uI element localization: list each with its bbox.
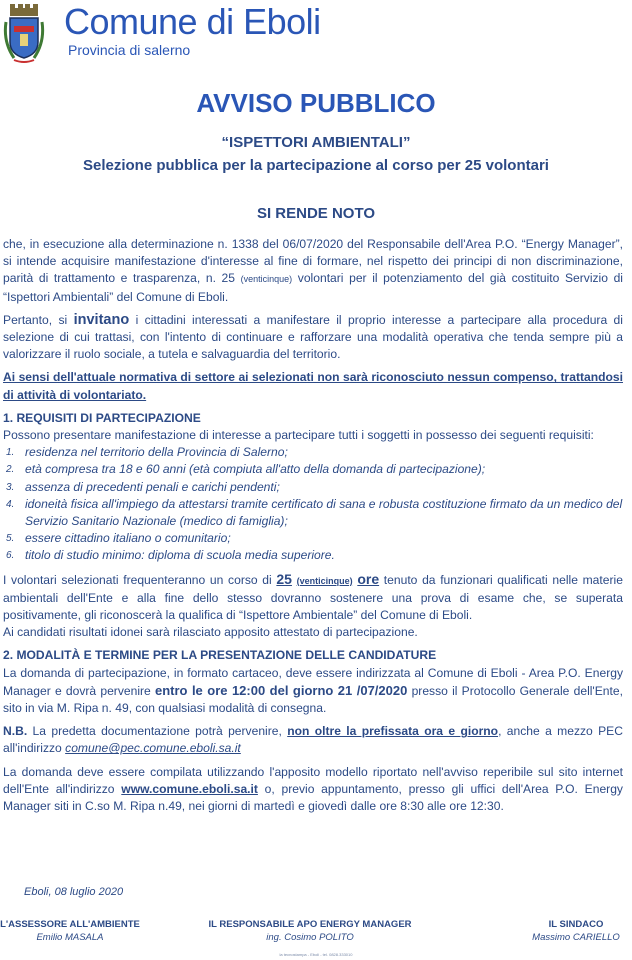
signature-role: IL SINDACO bbox=[548, 919, 604, 930]
signature-assessore bbox=[0, 918, 140, 944]
no-compensation-notice: Ai sensi dell'attuale normativa di settore ai selezionati non sarà riconosciuto nessun compenso, trattandosi di attività di volontariato. bbox=[3, 370, 623, 402]
si-rende-noto-heading: SI RENDE NOTO bbox=[256, 205, 376, 222]
item-text: residenza nel territorio della Provincia di Salerno; bbox=[25, 445, 288, 460]
section-1-intro: Possono presentare manifestazione di interesse a partecipare tutti i soggetti in possesso dei seguenti requisiti: bbox=[3, 428, 594, 443]
intro-count-words: (venticinque) bbox=[240, 274, 293, 285]
header bbox=[0, 0, 632, 72]
list-item bbox=[3, 461, 623, 478]
intro-text-end: volontari per il potenziamento del già costituito Servizio di “Ispettori Ambientali” del Comune di Eboli. bbox=[3, 271, 623, 304]
signature-role: IL RESPONSABILE APO ENERGY MANAGER bbox=[208, 919, 412, 930]
item-number: 1. bbox=[6, 447, 15, 459]
website-link[interactable]: www.comune.eboli.sa.it bbox=[121, 781, 258, 796]
item-number: 4. bbox=[6, 498, 15, 510]
coat-of-arms-icon bbox=[2, 2, 46, 66]
requirements-list bbox=[3, 444, 623, 564]
nb-deadline-note: non oltre la prefissata ora e giorno bbox=[287, 724, 499, 739]
closing-text: La domanda deve essere compilata utilizzando l'apposito modello riportato nell'avviso reperibile sul sito internet dell'Ente all'indirizzo bbox=[3, 764, 623, 796]
item-number: 3. bbox=[6, 481, 15, 493]
submission-text-end: presso il Protocollo Generale dell'Ente, sito in via M. Ripa n. 49, con qualsiasi modalità di consegna. bbox=[3, 683, 623, 716]
list-item bbox=[3, 530, 623, 547]
printer-footer: la tecnostampa - Eboli - tel. 0828.333010 bbox=[279, 952, 353, 957]
item-text: idoneità fisica all'impiego da attestarsi tramite certificato di sana e robusta costituzione firmato da un medico del Servizio Sanitario Nazionale (medico di famiglia); bbox=[25, 496, 623, 529]
subtitle-inspectors: “ISPETTORI AMBIENTALI” bbox=[221, 134, 411, 151]
closing-paragraph bbox=[3, 764, 623, 816]
signature-responsabile bbox=[195, 918, 425, 944]
list-item bbox=[3, 444, 623, 461]
invite-keyword: invitano bbox=[73, 311, 130, 328]
document-body bbox=[3, 236, 623, 821]
course-hours-unit: ore bbox=[357, 570, 380, 587]
list-item bbox=[3, 496, 623, 530]
invite-text-end: i cittadini interessati a manifestare il proprio interesse a partecipare alla procedura di selezione di cui trattasi, con l'intento di continuare e rafforzare una modalità operativa che tenda sempre più a valorizzare il ruolo sociale, a tutela e salvaguardia del territorio. bbox=[3, 312, 623, 362]
pec-email-link[interactable]: comune@pec.comune.eboli.sa.it bbox=[65, 741, 241, 756]
course-hours: 25 bbox=[276, 570, 292, 587]
list-item bbox=[3, 479, 623, 496]
submission-text: La domanda di partecipazione, in formato cartaceo, deve essere indirizzata al Comune di Eboli - Area P.O. Energy Manager e dovrà pervenire bbox=[3, 665, 623, 698]
signature-name: ing. Cosimo POLITO bbox=[266, 932, 354, 943]
subtitle-selection: Selezione pubblica per la partecipazione al corso per 25 volontari bbox=[83, 157, 549, 174]
item-number: 5. bbox=[6, 533, 15, 545]
town-name: Comune di Eboli bbox=[64, 1, 321, 42]
deadline: entro le ore 12:00 del giorno 21 /07/2020 bbox=[154, 682, 408, 698]
signature-sindaco bbox=[520, 918, 632, 944]
course-text-end: tenuto da funzionari qualificati nelle materie ambientali dell'Ente e alla fine dello stesso dovranno sostenere una prova di esame che, se superata positivamente, gli riconoscerà la qualifica di “Ispettore Ambientale” del Comune di Eboli. bbox=[3, 572, 623, 623]
course-paragraph bbox=[3, 571, 623, 642]
course-text: I volontari selezionati frequenteranno un corso di bbox=[3, 572, 272, 587]
signature-name: Massimo CARIELLO bbox=[532, 932, 620, 943]
document-date: Eboli, 08 luglio 2020 bbox=[24, 886, 124, 898]
certificate-note: Ai candidati risultati idonei sarà rilasciato apposito attestato di partecipazione. bbox=[3, 625, 418, 640]
item-number: 6. bbox=[6, 550, 15, 562]
section-2-heading: 2. MODALITÀ E TERMINE PER LA PRESENTAZIONE DELLE CANDIDATURE bbox=[3, 648, 437, 663]
nb-text-pec: , anche a mezzo PEC all'indirizzo bbox=[3, 724, 623, 756]
list-item bbox=[3, 547, 623, 564]
course-hours-words: (venticinque) bbox=[296, 575, 353, 586]
nb-label: N.B. bbox=[3, 724, 28, 739]
nb-text: La predetta documentazione potrà pervenire, bbox=[32, 724, 282, 739]
province-name: Provincia di salerno bbox=[68, 42, 191, 58]
closing-text-end: o, previo appuntamento, presso gli uffici dell'Area P.O. Energy Manager siti in C.so M. Ripa n.49, nei giorni di martedì e giovedì dalle ore 8:30 alle ore 12:30. bbox=[3, 781, 623, 814]
section-1-heading: 1. REQUISITI DI PARTECIPAZIONE bbox=[3, 410, 201, 425]
invite-text: Pertanto, si bbox=[3, 312, 68, 327]
signature-role: L'ASSESSORE ALL'AMBIENTE bbox=[0, 919, 140, 930]
item-text: assenza di precedenti penali e carichi pendenti; bbox=[25, 479, 280, 494]
page-title: AVVISO PUBBLICO bbox=[196, 88, 436, 118]
nb-paragraph bbox=[3, 723, 623, 757]
item-number: 2. bbox=[6, 464, 15, 476]
item-text: titolo di studio minimo: diploma di scuola media superiore. bbox=[25, 548, 335, 563]
section-2-paragraph bbox=[3, 665, 623, 718]
signature-name: Emilio MASALA bbox=[36, 932, 104, 943]
invite-paragraph bbox=[3, 312, 623, 364]
item-text: essere cittadino italiano o comunitario; bbox=[25, 531, 231, 546]
item-text: età compresa tra 18 e 60 anni (età compiuta all'atto della domanda di partecipazione); bbox=[25, 462, 486, 477]
intro-paragraph bbox=[3, 236, 623, 306]
intro-text: che, in esecuzione alla determinazione n. 1338 del 06/07/2020 del Responsabile dell'Area P.O. “Energy Manager”, si intende acquisire manifestazione d'interesse al fine di formare, nel rispetto dei principi di non discriminazione, parità di trattamento e trasparenza, n. 25 bbox=[3, 237, 623, 286]
